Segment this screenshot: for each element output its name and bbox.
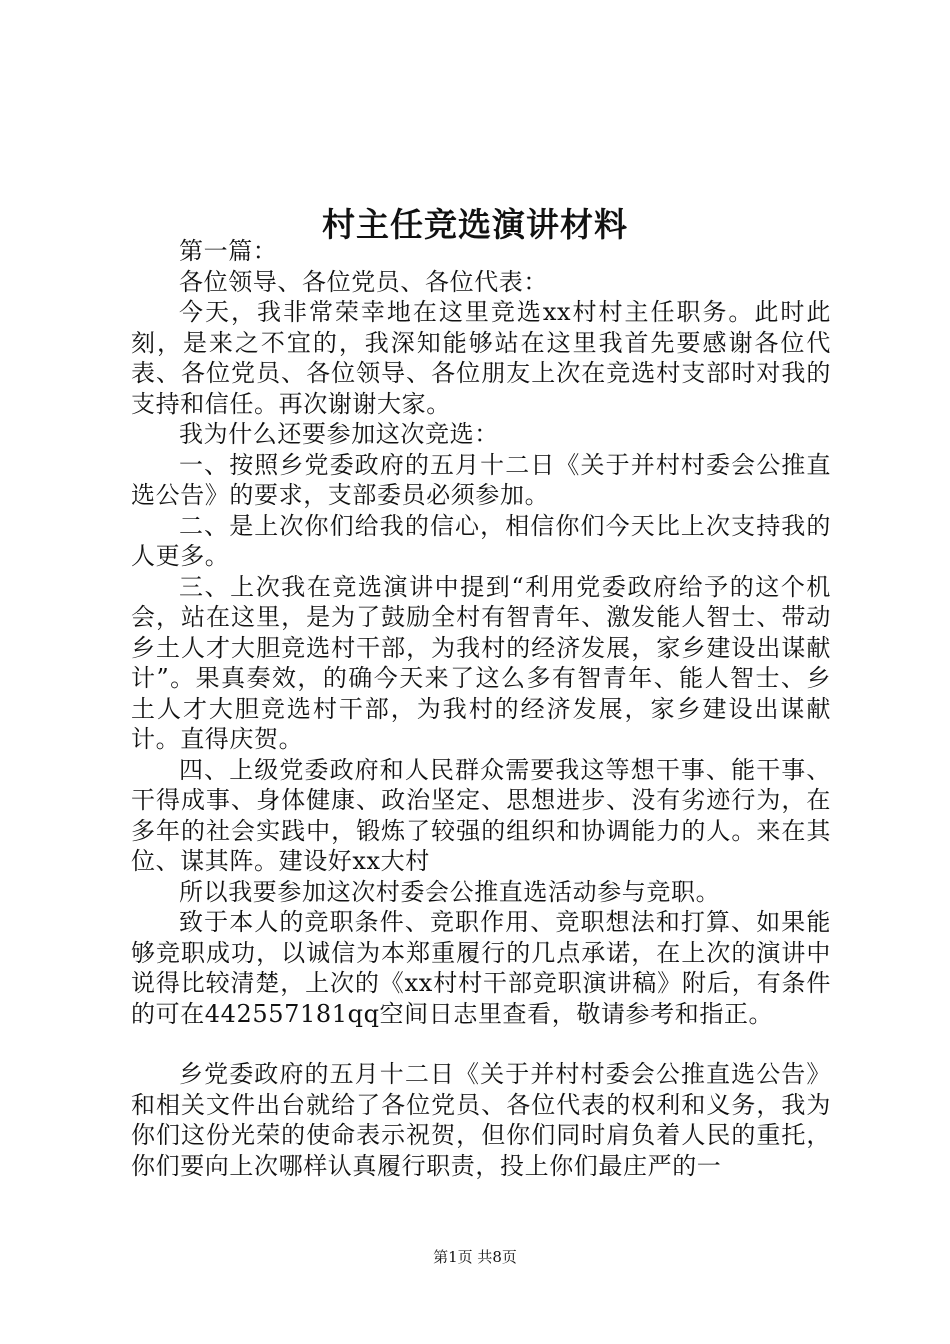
paragraph: 第一篇： xyxy=(179,237,278,265)
paragraph: 各位领导、各位党员、各位代表： xyxy=(179,267,548,296)
paragraph: 乡党委政府的五月十二日《关于并村村委会公推直选公告》和相关文件出台就给了各位党员、各位代表的权利和义务，我为你们这份光荣的使命表示祝贺，但你们同时肩负着人民的重托，你们要向上次哪样认真履行职责，投上你们最庄严的一 xyxy=(131,1060,831,1180)
paragraph: 二、是上次你们给我的信心，相信你们今天比上次支持我的人更多。 xyxy=(131,511,831,570)
paragraph: 所以我要参加这次村委会公推直选活动参与竞职。 xyxy=(179,877,721,906)
paragraph: 今天，我非常荣幸地在这里竞选xx村村主任职务。此时此刻，是来之不宜的，我深知能够站在这里我首先要感谢各位代表、各位党员、各位领导、各位朋友上次在竞选村支部时对我的支持和信任。再次谢谢大家。 xyxy=(131,298,831,418)
paragraph: 我为什么还要参加这次竞选： xyxy=(179,420,499,448)
paragraph: 三、上次我在竞选演讲中提到“利用党委政府给予的这个机会，站在这里，是为了鼓励全村有智青年、激发能人智士、带动乡土人才大胆竞选村干部，为我村的经济发展，家乡建设出谋献计”。果真奏效，的确今天来了这么多有智青年、能人智士、乡土人才大胆竞选村干部，为我村的经济发展，家乡建设出谋献计。直得庆贺。 xyxy=(131,572,831,753)
paragraph: 一、按照乡党委政府的五月十二日《关于并村村委会公推直选公告》的要求，支部委员必须参加。 xyxy=(131,450,831,509)
page-number-footer: 第1页 共8页 xyxy=(433,1248,517,1266)
document-title: 村主任竞选演讲材料 xyxy=(322,205,628,245)
paragraph: 四、上级党委政府和人民群众需要我这等想干事、能干事、干得成事、身体健康、政治坚定、思想进步、没有劣迹行为，在多年的社会实践中，锻炼了较强的组织和协调能力的人。来在其位、谋其阵。建设好xx大村 xyxy=(131,755,831,875)
paragraph: 致于本人的竞职条件、竞职作用、竞职想法和打算、如果能够竞职成功，以诚信为本郑重履行的几点承诺，在上次的演讲中说得比较清楚，上次的《xx村村干部竞职演讲稿》附后，有条件的可在442557181qq空间日志里查看，敬请参考和指正。 xyxy=(131,908,831,1028)
document-body xyxy=(131,236,831,1181)
